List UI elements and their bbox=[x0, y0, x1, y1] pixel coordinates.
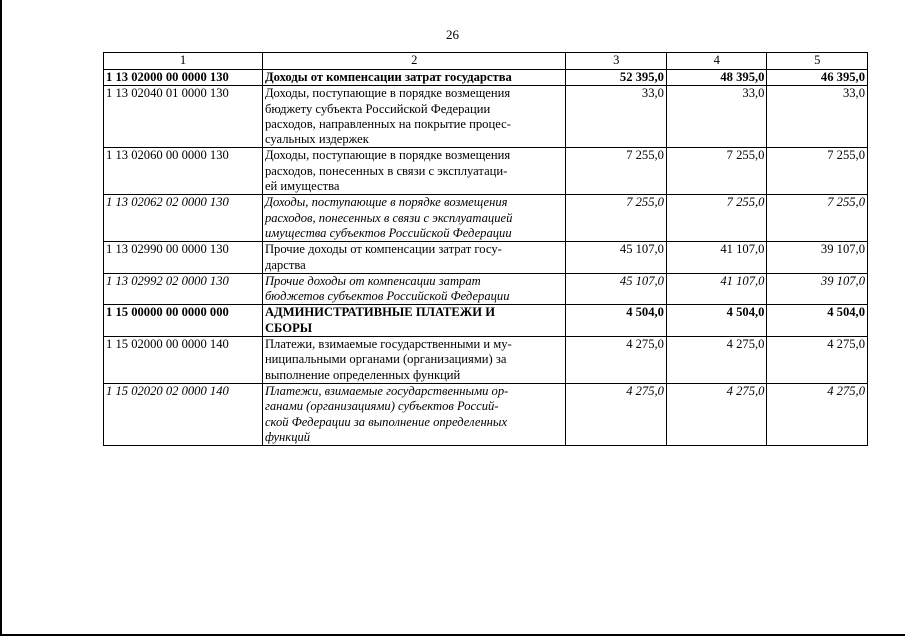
revenue-name-cell bbox=[262, 242, 566, 274]
revenue-name-line: имущества субъектов Российской Федерации bbox=[264, 225, 512, 240]
revenue-name-cell bbox=[262, 195, 566, 242]
revenue-name-line: Прочие доходы от компенсации затрат госу- bbox=[264, 242, 502, 257]
amount-cell-v3: 4 275,0 bbox=[566, 383, 666, 445]
amount-cell-v4: 48 395,0 bbox=[666, 70, 766, 86]
amount-cell-v3: 7 255,0 bbox=[566, 195, 666, 242]
amount-cell-v4: 4 504,0 bbox=[666, 305, 766, 337]
revenue-name-line: СБОРЫ bbox=[264, 320, 313, 335]
table-row bbox=[104, 70, 868, 86]
column-header: 1 bbox=[104, 53, 263, 70]
revenue-name-line: Доходы, поступающие в порядке возмещения bbox=[264, 195, 508, 210]
table-row bbox=[104, 273, 868, 305]
amount-cell-v5: 7 255,0 bbox=[767, 195, 868, 242]
column-header: 3 bbox=[566, 53, 666, 70]
revenue-name-cell bbox=[262, 86, 566, 148]
amount-cell-v3: 4 275,0 bbox=[566, 337, 666, 384]
page-number: 26 bbox=[446, 27, 459, 42]
revenue-name-line: Прочие доходы от компенсации затрат bbox=[264, 273, 481, 288]
revenue-name-cell bbox=[262, 383, 566, 445]
revenue-name-line: расходов, направленных на покрытие процес- bbox=[264, 116, 511, 131]
revenue-name-cell bbox=[262, 305, 566, 337]
budget-code-cell: 1 15 02020 02 0000 140 bbox=[104, 383, 263, 445]
amount-cell-v5: 4 275,0 bbox=[767, 383, 868, 445]
amount-cell-v5: 46 395,0 bbox=[767, 70, 868, 86]
amount-cell-v4: 4 275,0 bbox=[666, 383, 766, 445]
column-header: 4 bbox=[666, 53, 766, 70]
revenue-name-line: дарства bbox=[264, 257, 306, 272]
table-row bbox=[104, 383, 868, 445]
amount-cell-v3: 45 107,0 bbox=[566, 273, 666, 305]
amount-cell-v4: 33,0 bbox=[666, 86, 766, 148]
amount-cell-v5: 4 275,0 bbox=[767, 337, 868, 384]
amount-cell-v3: 52 395,0 bbox=[566, 70, 666, 86]
amount-cell-v4: 4 275,0 bbox=[666, 337, 766, 384]
budget-code-cell: 1 15 02000 00 0000 140 bbox=[104, 337, 263, 384]
revenue-name-cell bbox=[262, 337, 566, 384]
revenue-name-line: Доходы, поступающие в порядке возмещения bbox=[264, 86, 511, 101]
table-header-row bbox=[104, 53, 868, 70]
amount-cell-v5: 33,0 bbox=[767, 86, 868, 148]
revenue-name-cell bbox=[262, 273, 566, 305]
revenue-name-line: расходов, понесенных в связи с эксплуатаци- bbox=[264, 163, 508, 178]
amount-cell-v3: 33,0 bbox=[566, 86, 666, 148]
budget-code-cell: 1 15 00000 00 0000 000 bbox=[104, 305, 263, 337]
revenue-name-line: Платежи, взимаемые государственными и му- bbox=[264, 337, 512, 352]
amount-cell-v3: 7 255,0 bbox=[566, 148, 666, 195]
amount-cell-v4: 7 255,0 bbox=[666, 195, 766, 242]
scan-edge-bottom bbox=[0, 634, 905, 636]
budget-code-cell: 1 13 02040 01 0000 130 bbox=[104, 86, 263, 148]
table-body bbox=[104, 70, 868, 446]
amount-cell-v3: 45 107,0 bbox=[566, 242, 666, 274]
revenue-table bbox=[103, 52, 868, 446]
column-header: 2 bbox=[262, 53, 566, 70]
table-row bbox=[104, 337, 868, 384]
amount-cell-v3: 4 504,0 bbox=[566, 305, 666, 337]
scan-edge-left bbox=[0, 0, 2, 636]
amount-cell-v5: 7 255,0 bbox=[767, 148, 868, 195]
table-row bbox=[104, 305, 868, 337]
revenue-name-line: Доходы от компенсации затрат государства bbox=[264, 70, 512, 84]
revenue-name-line: бюджетов субъектов Российской Федерации bbox=[264, 289, 510, 304]
amount-cell-v5: 4 504,0 bbox=[767, 305, 868, 337]
table-row bbox=[104, 86, 868, 148]
revenue-name-line: Платежи, взимаемые государственными ор- bbox=[264, 383, 509, 398]
table-row bbox=[104, 242, 868, 274]
table-row bbox=[104, 148, 868, 195]
amount-cell-v5: 39 107,0 bbox=[767, 273, 868, 305]
revenue-name-line: расходов, понесенных в связи с эксплуатацией bbox=[264, 210, 513, 225]
amount-cell-v5: 39 107,0 bbox=[767, 242, 868, 274]
budget-code-cell: 1 13 02000 00 0000 130 bbox=[104, 70, 263, 86]
budget-code-cell: 1 13 02060 00 0000 130 bbox=[104, 148, 263, 195]
revenue-name-cell bbox=[262, 148, 566, 195]
revenue-name-line: суальных издержек bbox=[264, 132, 369, 147]
revenue-name-line: АДМИНИСТРАТИВНЫЕ ПЛАТЕЖИ И bbox=[264, 305, 495, 320]
column-header: 5 bbox=[767, 53, 868, 70]
revenue-name-line: ской Федерации за выполнение определенных bbox=[264, 414, 508, 429]
revenue-name-line: выполнение определенных функций bbox=[264, 367, 461, 382]
amount-cell-v4: 7 255,0 bbox=[666, 148, 766, 195]
table-row bbox=[104, 195, 868, 242]
revenue-name-line: ниципальными органами (организациями) за bbox=[264, 352, 507, 367]
revenue-name-line: Доходы, поступающие в порядке возмещения bbox=[264, 148, 511, 163]
revenue-name-line: ганами (организациями) субъектов Россий- bbox=[264, 399, 499, 414]
amount-cell-v4: 41 107,0 bbox=[666, 273, 766, 305]
revenue-name-line: ей имущества bbox=[264, 179, 340, 194]
budget-code-cell: 1 13 02990 00 0000 130 bbox=[104, 242, 263, 274]
budget-code-cell: 1 13 02062 02 0000 130 bbox=[104, 195, 263, 242]
amount-cell-v4: 41 107,0 bbox=[666, 242, 766, 274]
revenue-name-line: бюджету субъекта Российской Федерации bbox=[264, 101, 491, 116]
revenue-name-line: функций bbox=[264, 429, 311, 444]
revenue-name-cell bbox=[262, 70, 566, 86]
budget-code-cell: 1 13 02992 02 0000 130 bbox=[104, 273, 263, 305]
